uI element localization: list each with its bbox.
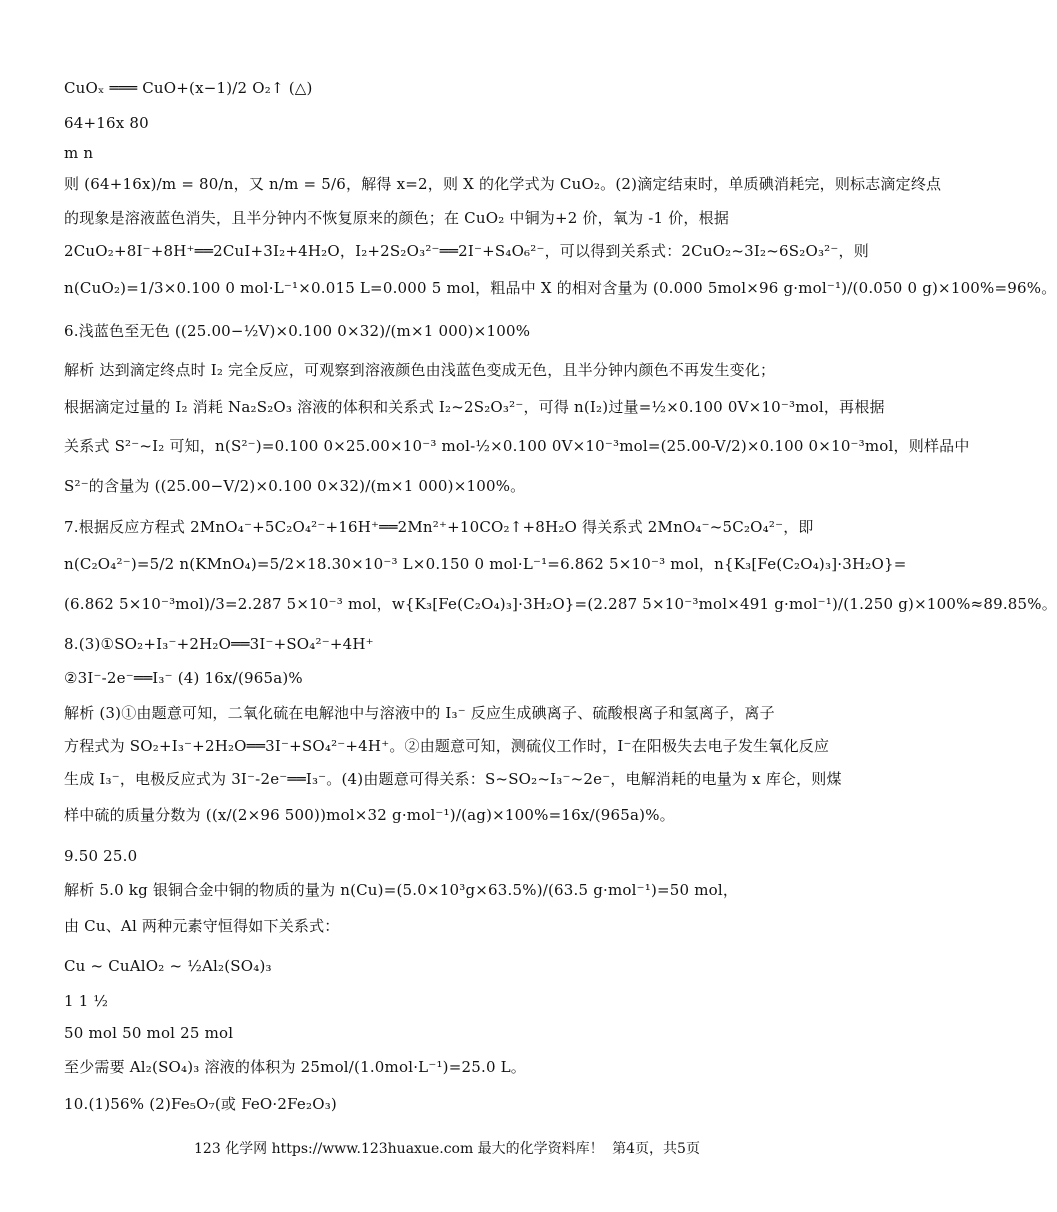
text-line: 生成 I₃⁻，电极反应式为 3I⁻-2e⁻══I₃⁻。(4)由题意可得关系：S~SO₂~I₃⁻~2e⁻，电解消耗的电量为 x 库仑，则煤 [64,770,842,788]
text-line: 6.浅蓝色至无色 ((25.00−½V)×0.100 0×32)/(m×1 000)×100% [64,322,531,340]
text-line: 64+16x 80 [64,114,149,132]
text-line: 则 (64+16x)/m = 80/n，又 n/m = 5/6，解得 x=2，则 X 的化学式为 CuO₂。(2)滴定结束时，单质碘消耗完，则标志滴定终点 [64,175,942,193]
text-line: CuOₓ ═══ CuO+(x−1)/2 O₂↑ (△) [64,79,313,97]
text-line: 7.根据反应方程式 2MnO₄⁻+5C₂O₄²⁻+16H⁺══2Mn²⁺+10CO₂↑+8H₂O 得关系式 2MnO₄⁻~5C₂O₄²⁻，即 [64,518,814,536]
text-line: 由 Cu、Al 两种元素守恒得如下关系式： [64,917,340,935]
text-line: 10.(1)56% (2)Fe₅O₇(或 FeO·2Fe₂O₃) [64,1095,337,1113]
text-line: 解析 (3)①由题意可知，二氧化硫在电解池中与溶液中的 I₃⁻ 反应生成碘离子、硫酸根离子和氢离子，离子 [64,704,775,722]
text-line: 关系式 S²⁻~I₂ 可知，n(S²⁻)=0.100 0×25.00×10⁻³ mol-½×0.100 0V×10⁻³mol=(25.00-V/2)×0.100 0×10⁻³mol，则样品中 [64,437,970,455]
text-line: 的现象是溶液蓝色消失，且半分钟内不恢复原来的颜色；在 CuO₂ 中铜为+2 价，氧为 -1 价，根据 [64,209,730,227]
page-footer [0,1138,894,1158]
text-line: 至少需要 Al₂(SO₄)₃ 溶液的体积为 25mol/(1.0mol·L⁻¹)=25.0 L。 [64,1058,527,1076]
text-line: ②3I⁻-2e⁻══I₃⁻ (4) 16x/(965a)% [64,669,303,687]
text-line: S²⁻的含量为 ((25.00−V/2)×0.100 0×32)/(m×1 000)×100%。 [64,477,526,495]
text-line: 解析 达到滴定终点时 I₂ 完全反应，可观察到溶液颜色由浅蓝色变成无色，且半分钟内颜色不再发生变化； [64,361,776,379]
text-line: 解析 5.0 kg 银铜合金中铜的物质的量为 n(Cu)=(5.0×10³g×63.5%)/(63.5 g·mol⁻¹)=50 mol， [64,881,739,899]
footer-site-text: 123 化学网 https://www.123huaxue.com 最大的化学资料库！ [194,1141,604,1157]
text-line: 方程式为 SO₂+I₃⁻+2H₂O══3I⁻+SO₄²⁻+4H⁺。②由题意可知，测硫仪工作时，I⁻在阳极失去电子发生氧化反应 [64,737,830,755]
text-line: 1 1 ½ [64,992,109,1010]
text-line: 50 mol 50 mol 25 mol [64,1024,234,1042]
text-line: n(C₂O₄²⁻)=5/2 n(KMnO₄)=5/2×18.30×10⁻³ L×0.150 0 mol·L⁻¹=6.862 5×10⁻³ mol，n{K₃[Fe(C₂O₄)₃]·3H₂O}= [64,555,907,573]
text-line: n(CuO₂)=1/3×0.100 0 mol·L⁻¹×0.015 L=0.000 5 mol，粗品中 X 的相对含量为 (0.000 5mol×96 g·mol⁻¹)/(0.050 0 g)×100%=96%。 [64,279,1057,297]
text-line: m n [64,144,94,162]
text-line: 8.(3)①SO₂+I₃⁻+2H₂O══3I⁻+SO₄²⁻+4H⁺ [64,635,374,653]
text-line: 2CuO₂+8I⁻+8H⁺══2CuI+3I₂+4H₂O，I₂+2S₂O₃²⁻══2I⁻+S₄O₆²⁻，可以得到关系式：2CuO₂~3I₂~6S₂O₃²⁻，则 [64,242,869,260]
text-line: 根据滴定过量的 I₂ 消耗 Na₂S₂O₃ 溶液的体积和关系式 I₂~2S₂O₃²⁻，可得 n(I₂)过量=½×0.100 0V×10⁻³mol，再根据 [64,398,885,416]
text-line: 样中硫的质量分数为 ((x/(2×96 500))mol×32 g·mol⁻¹)/(ag)×100%=16x/(965a)%。 [64,806,675,824]
footer-page-number: 第4页，共5页 [612,1141,700,1157]
text-line: Cu ~ CuAlO₂ ~ ½Al₂(SO₄)₃ [64,957,272,975]
text-line: (6.862 5×10⁻³mol)/3=2.287 5×10⁻³ mol，w{K₃[Fe(C₂O₄)₃]·3H₂O}=(2.287 5×10⁻³mol×491 g·mol⁻¹)/(1.250 g)×100%≈89.85%。 [64,595,1057,613]
text-line: 9.50 25.0 [64,847,138,865]
